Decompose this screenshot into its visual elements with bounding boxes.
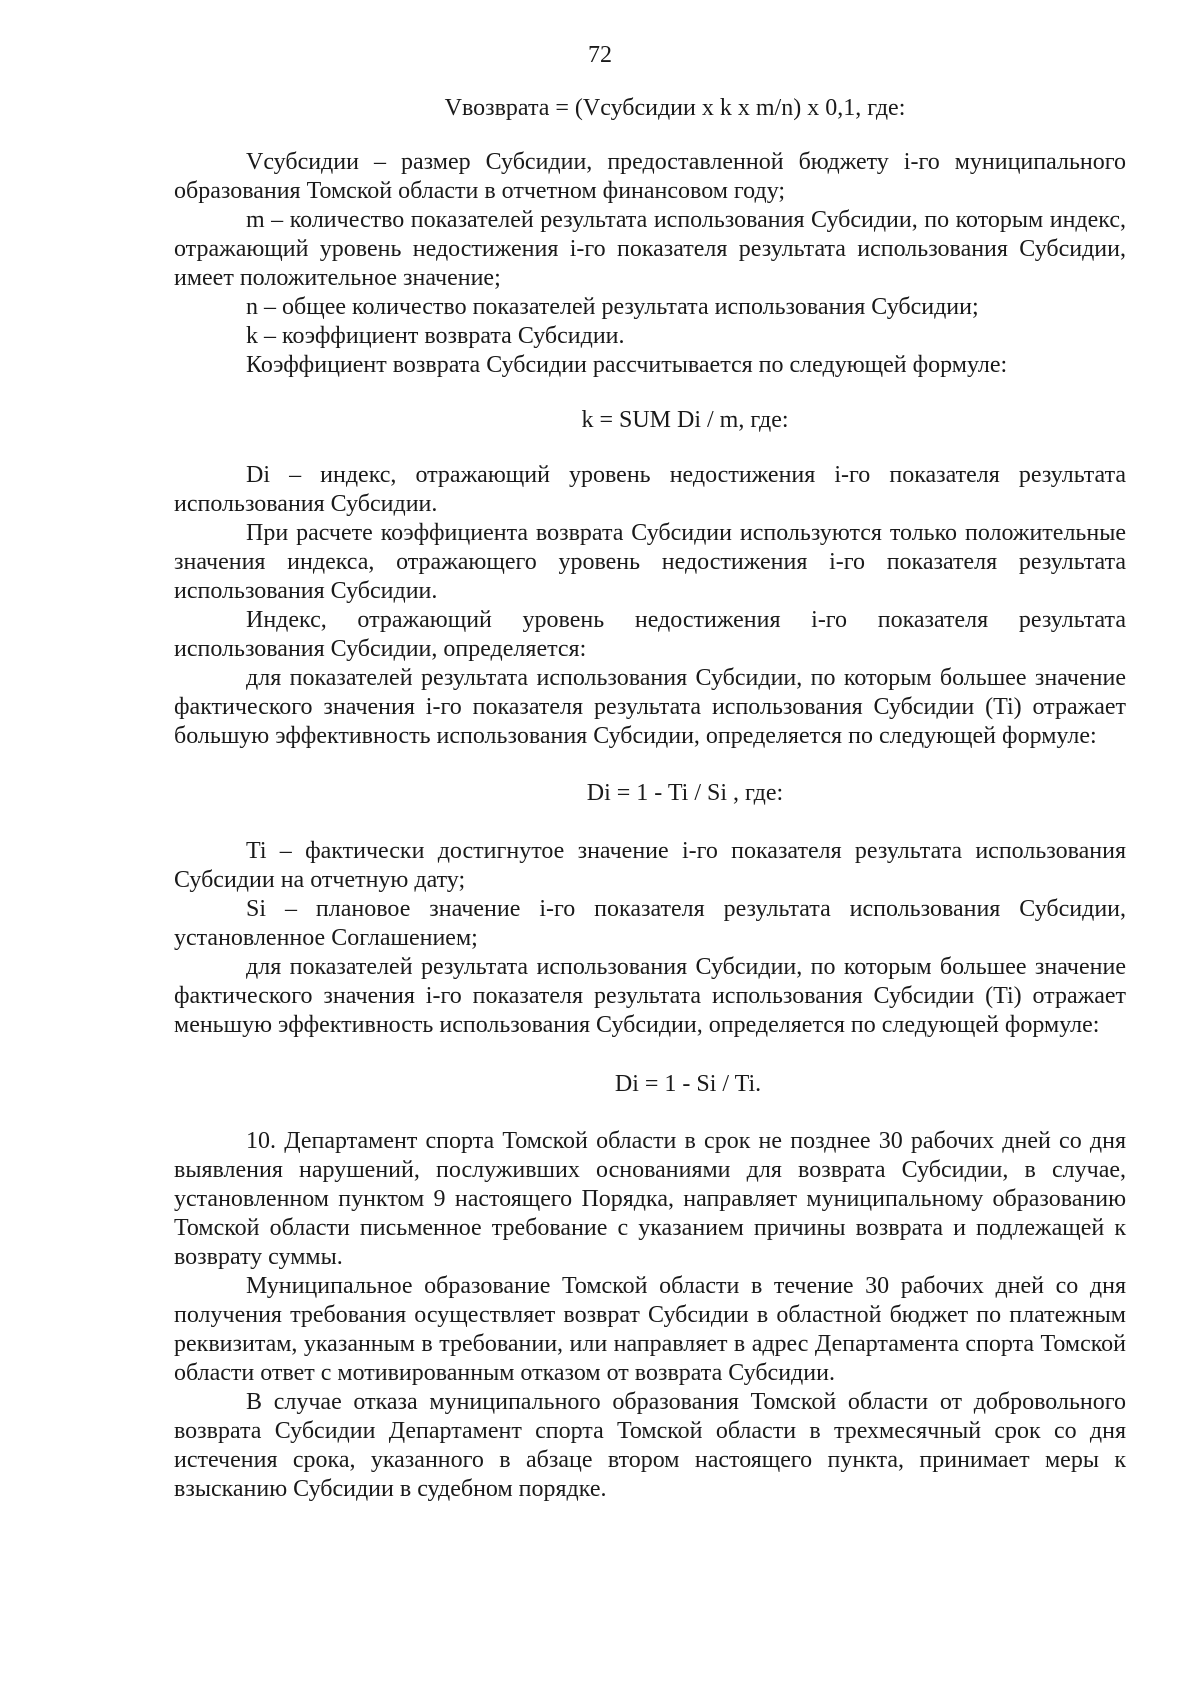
paragraph: Муниципальное образование Томской области в течение 30 рабочих дней со дня получения требования осуществляет возврат Субсидии в областной бюджет по платежным реквизитам, указанным в требовании, или направляет в адрес Департамента спорта Томской области ответ с мотивированным отказом от возврата Субсидии. [174,1273,1126,1386]
paragraph: Индекс, отражающий уровень недостижения i-го показателя результата использования Субсидии, определяется: [174,607,1126,662]
paragraph: Di – индекс, отражающий уровень недостижения i-го показателя результата использования Субсидии. [174,462,1126,517]
page-number: 72 [588,42,612,68]
paragraph: Si – плановое значение i-го показателя результата использования Субсидии, установленное Соглашением; [174,896,1126,951]
paragraph: При расчете коэффициента возврата Субсидии используются только положительные значения индекса, отражающего уровень недостижения i-го показателя результата использования Субсидии. [174,520,1126,604]
paragraph: n – общее количество показателей результата использования Субсидии; [246,294,979,320]
formula-di-greater: Di = 1 - Ti / Si , где: [586,780,784,806]
paragraph: Vсубсидии – размер Субсидии, предоставленной бюджету i-го муниципального образования Томской области в отчетном финансовом году; [174,149,1126,204]
paragraph: k – коэффициент возврата Субсидии. [246,323,625,349]
paragraph: для показателей результата использования Субсидии, по которым большее значение фактического значения i-го показателя результата использования Субсидии (Ti) отражает меньшую эффективность использования Субсидии, определяется по следующей формуле: [174,954,1126,1038]
paragraph: Коэффициент возврата Субсидии рассчитывается по следующей формуле: [246,352,1008,378]
paragraph: 10. Департамент спорта Томской области в срок не позднее 30 рабочих дней со дня выявления нарушений, послуживших основаниями для возврата Субсидии, в случае, установленном пунктом 9 настоящего Порядка, направляет муниципальному образованию Томской области письменное требование с указанием причины возврата и подлежащей к возврату суммы. [174,1128,1126,1270]
paragraph: для показателей результата использования Субсидии, по которым большее значение фактического значения i-го показателя результата использования Субсидии (Ti) отражает большую эффективность использования Субсидии, определяется по следующей формуле: [174,665,1126,749]
formula-di-less: Di = 1 - Si / Ti. [614,1071,762,1097]
paragraph: В случае отказа муниципального образования Томской области от добровольного возврата Субсидии Департамент спорта Томской области в трехмесячный срок со дня истечения срока, указанного в абзаце втором настоящего пункта, принимает меры к взысканию Субсидии в судебном порядке. [174,1389,1126,1502]
formula-k: k = SUM Di / m, где: [581,407,789,433]
document-body [174,94,1126,1504]
formula-v-return: Vвозврата = (Vсубсидии x k x m/n) x 0,1, где: [444,95,906,121]
paragraph: m – количество показателей результата использования Субсидии, по которым индекс, отражающий уровень недостижения i-го показателя результата использования Субсидии, имеет положительное значение; [174,207,1126,291]
paragraph: Ti – фактически достигнутое значение i-го показателя результата использования Субсидии на отчетную дату; [174,838,1126,893]
